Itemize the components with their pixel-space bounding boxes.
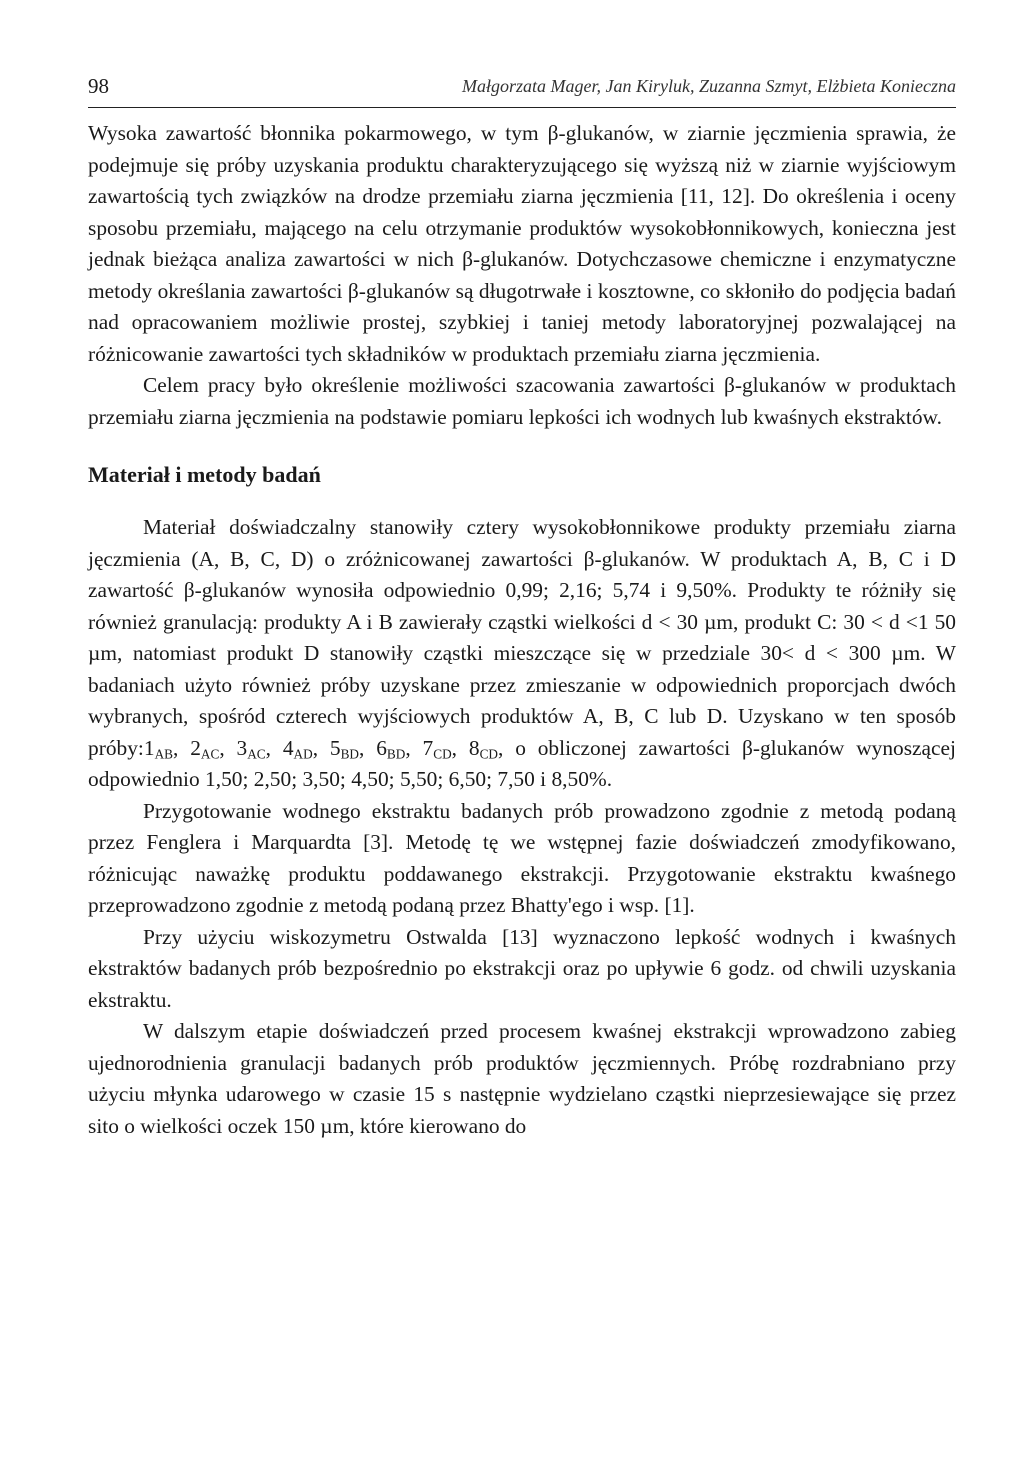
- methods-paragraph-2: Przygotowanie wodnego ekstraktu badanych prób prowadzono zgodnie z metodą podaną przez Fenglera i Marquardta [3]. Metodę tę we wstępnej fazie doświadczeń zmodyfikowano, różnicując naważkę produktu poddawanego ekstrakcji. Przygotowanie ekstraktu kwaśnego przeprowadzono zgodnie z metodą podaną przez Bhatty'ego i wsp. [1].: [88, 798, 956, 917]
- sample-label: $7_{CD}$,: [422, 735, 469, 761]
- running-head: Małgorzata Mager, Jan Kiryluk, Zuzanna Szmyt, Elżbieta Konieczna: [462, 76, 956, 96]
- sample-label: $6_{BD}$,: [376, 735, 423, 761]
- intro-paragraph-2: Celem pracy było określenie możliwości szacowania zawartości β-glukanów w produktach przemiału ziarna jęczmienia na podstawie pomiaru lepkości ich wodnych lub kwaśnych ekstraktów.: [88, 373, 956, 429]
- sample-list: [144, 736, 498, 760]
- sample-label: $1_{AB}$,: [143, 735, 191, 761]
- methods-paragraph-1: [88, 512, 956, 796]
- section-heading-methods: Materiał i metody badań: [88, 462, 321, 487]
- sample-label: $3_{AC}$,: [236, 735, 283, 761]
- methods-paragraph-3: Przy użyciu wiskozymetru Ostwalda [13] wyznaczono lepkość wodnych i kwaśnych ekstraktów badanych prób bezpośrednio po ekstrakcji oraz po upływie 6 godz. od chwili uzyskania ekstraktu.: [88, 924, 956, 1012]
- page-number: 98: [88, 74, 109, 98]
- page-header: [88, 74, 956, 104]
- sample-label: $5_{BD}$,: [329, 735, 377, 761]
- methods-paragraph-4: W dalszym etapie doświadczeń przed procesem kwaśnej ekstrakcji wprowadzono zabieg ujednorodnienia granulacji badanych prób produktów jęczmiennych. Próbę rozdrabniano przy użyciu młynka udarowego w czasie 15 s następnie wydzielano cząstki nieprzesiewające się przez sito o wielkości oczek 150 µm, które kierowano do: [88, 1019, 956, 1138]
- sample-label: $8_{CD}$: [468, 735, 498, 761]
- header-rule: [88, 107, 956, 108]
- sample-label: $2_{AC}$,: [190, 735, 237, 761]
- methods-paragraph-1-text: Materiał doświadczalny stanowiły cztery wysokobłonnikowe produkty przemiału ziarna jęczmienia (A, B, C, D) o zróżnicowanej zawartości β-glukanów. W produktach A, B, C i D zawartość β-glukanów wynosiła odpowiednio 0,99; 2,16; 5,74 i 9,50%. Produkty te różniły się również granulacją: produkty A i B zawierały cząstki wielkości d < 30 µm, produkt C: 30 < d <1 50 µm, natomiast produkt D stanowiły cząstki mieszczące się w przedziale 30< d < 300 µm. W badaniach użyto również próby uzyskane przez zmieszanie w odpowiednich proporcjach dwóch wybranych, spośród czterech wyjściowych produktów A, B, C lub D. Uzyskano w ten sposób próby:: [88, 515, 956, 760]
- sample-label: $4_{AD}$,: [282, 735, 330, 761]
- body-text: [88, 118, 956, 1142]
- intro-paragraph-1: Wysoka zawartość błonnika pokarmowego, w tym β-glukanów, w ziarnie jęczmienia sprawia, że podejmuje się próby uzyskania produktu charakteryzującego się wyższą niż w ziarnie wyjściowym zawartością tych związków na drodze przemiału ziarna jęczmienia [11, 12]. Do określenia i oceny sposobu przemiału, mającego na celu otrzymanie produktów wysokobłonnikowych, konieczna jest jednak bieżąca analiza zawartości w nich β-glukanów. Dotychczasowe chemiczne i enzymatyczne metody określania zawartości β-glukanów są długotrwałe i kosztowne, co skłoniło do podjęcia badań nad opracowaniem możliwie prostej, szybkiej i taniej metody laboratoryjnej pozwalającej na różnicowanie zawartości tych składników w produktach przemiału ziarna jęczmienia.: [88, 121, 956, 366]
- methods-paragraph-1-tail: , o obliczonej zawartości β-glukanów wynoszącej odpowiednio 1,50; 2,50; 3,50; 4,50; 5,50; 6,50; 7,50 i 8,50%.: [88, 735, 956, 791]
